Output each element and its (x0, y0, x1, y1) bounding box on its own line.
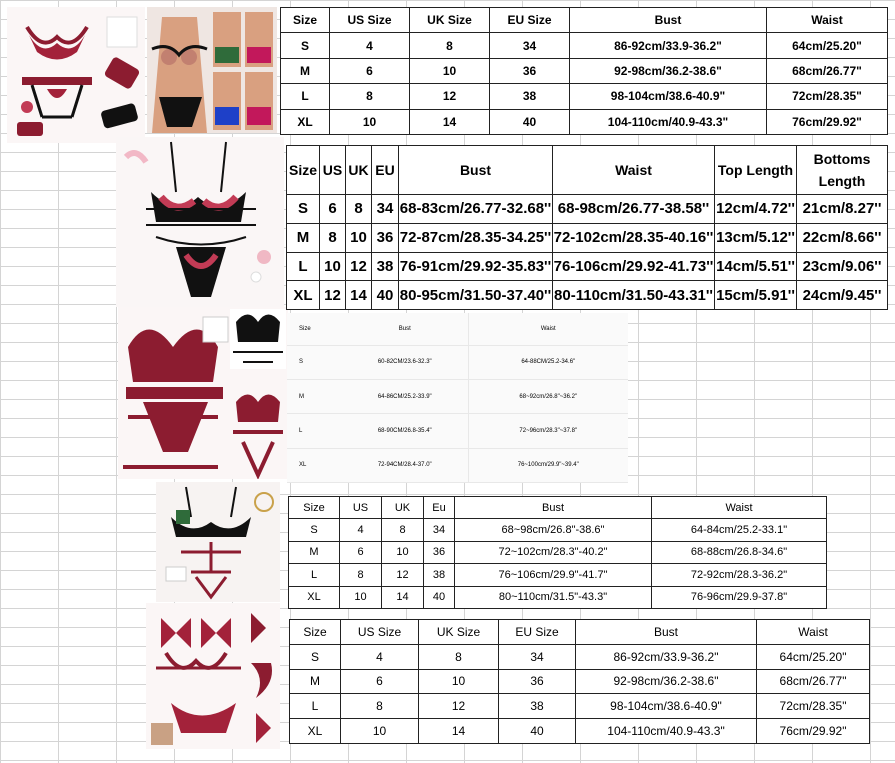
bottoms-length-cell: 24cm/9.45'' (797, 281, 888, 310)
uk-cell: 14 (382, 586, 424, 608)
header-cell: US Size (330, 8, 410, 33)
size-chart-4 (288, 496, 827, 609)
us-cell: 10 (320, 252, 346, 281)
uk-cell: 14 (346, 281, 372, 310)
table-row (290, 694, 870, 719)
bust-cell: 98-104cm/38.6-40.9" (570, 84, 767, 109)
table-row (290, 644, 870, 669)
waist-cell: 68-98cm/26.77-38.58'' (553, 195, 715, 224)
size-cell: L (289, 564, 340, 586)
size-cell: XL (289, 586, 340, 608)
waist-cell: 68cm/26.77" (767, 58, 888, 83)
header-cell: EU Size (490, 8, 570, 33)
size-cell: S (290, 644, 341, 669)
waist-cell: 72~96cm/28.3"~37.8" (468, 414, 628, 448)
table-row (287, 195, 888, 224)
bust-cell: 68-90CM/26.8-35.4" (377, 427, 432, 434)
size-cell: M (281, 58, 330, 83)
size-cell: L (281, 84, 330, 109)
size-cell: S (281, 33, 330, 58)
waist-cell: 72cm/28.35" (767, 84, 888, 109)
bust-cell: 72-94CM/28.4-37.0" (377, 462, 432, 469)
eu-cell: 34 (372, 195, 399, 224)
eu-cell: 34 (499, 644, 576, 669)
waist-cell: 64cm/25.20" (757, 644, 870, 669)
waist-cell: 76-106cm/29.92-41.73'' (553, 252, 715, 281)
us-cell: 8 (340, 564, 382, 586)
header-cell: Size (299, 325, 311, 332)
size-cell: XL (281, 109, 330, 134)
header-cell: Waist (767, 8, 888, 33)
uk-cell: 8 (410, 33, 490, 58)
us-cell: 8 (330, 84, 410, 109)
bust-cell: 92-98cm/36.2-38.6" (570, 58, 767, 83)
table-row (287, 379, 628, 413)
top-length-cell: 14cm/5.51'' (715, 252, 797, 281)
uk-cell: 14 (410, 109, 490, 134)
header-cell: Top Length (715, 146, 797, 195)
table-row (289, 519, 827, 541)
product-photo-black-cage-set (156, 482, 280, 602)
top-length-cell: 12cm/4.72'' (715, 195, 797, 224)
table-row (281, 58, 888, 83)
size-cell: XL (287, 281, 320, 310)
bust-cell: 104-110cm/40.9-43.3" (576, 719, 757, 744)
header-cell: Waist (468, 313, 628, 345)
table-row (287, 281, 888, 310)
table-row (287, 252, 888, 281)
bust-cell: 76~106cm/29.9"-41.7" (455, 564, 652, 586)
header-cell: Size (290, 620, 341, 645)
header-cell: US (340, 497, 382, 519)
top-length-cell: 15cm/5.91'' (715, 281, 797, 310)
table-row (287, 223, 888, 252)
table-row (289, 564, 827, 586)
header-cell: EU (372, 146, 399, 195)
uk-cell: 8 (346, 195, 372, 224)
us-cell: 12 (320, 281, 346, 310)
uk-cell: 14 (419, 719, 499, 744)
us-cell: 10 (330, 109, 410, 134)
header-cell: Eu (424, 497, 455, 519)
bust-cell: 72~102cm/28.3"-40.2" (455, 541, 652, 563)
size-cell: XL (290, 719, 341, 744)
us-cell: 10 (340, 586, 382, 608)
size-chart-5 (289, 619, 870, 744)
us-cell: 4 (341, 644, 419, 669)
us-cell: 6 (330, 58, 410, 83)
bottoms-length-cell: 21cm/8.27'' (797, 195, 888, 224)
header-cell: UK Size (419, 620, 499, 645)
product-photo-burgundy-garter-set (7, 7, 145, 143)
size-cell: S (287, 195, 320, 224)
header-cell: Waist (652, 497, 827, 519)
eu-cell: 40 (424, 586, 455, 608)
table-row (290, 669, 870, 694)
waist-cell: 72-92cm/28.3-36.2" (652, 564, 827, 586)
header-cell: Size (287, 146, 320, 195)
waist-cell: 68cm/26.77" (757, 669, 870, 694)
size-chart-3 (287, 313, 628, 483)
table-header-row (281, 8, 888, 33)
table-row (287, 345, 628, 379)
waist-cell: 76cm/29.92" (757, 719, 870, 744)
eu-cell: 38 (372, 252, 399, 281)
size-cell: L (290, 694, 341, 719)
uk-cell: 10 (410, 58, 490, 83)
lingerie-flatlay-icon (116, 137, 284, 307)
uk-cell: 12 (382, 564, 424, 586)
header-cell: Waist (757, 620, 870, 645)
table-row (287, 448, 628, 482)
uk-cell: 8 (419, 644, 499, 669)
waist-cell: 80-110cm/31.50-43.31'' (553, 281, 715, 310)
size-cell: XL (299, 462, 307, 469)
header-cell: Bust (455, 497, 652, 519)
lingerie-flatlay-icon (156, 482, 280, 602)
lingerie-model-icon (147, 7, 277, 133)
table-row (281, 33, 888, 58)
header-cell: US (320, 146, 346, 195)
size-cell: M (299, 393, 304, 400)
table-row (289, 541, 827, 563)
bust-cell: 80-95cm/31.50-37.40'' (399, 281, 553, 310)
us-cell: 4 (340, 519, 382, 541)
header-cell: Waist (553, 146, 715, 195)
table-header-row (287, 313, 628, 345)
product-photo-red-bow-set (146, 603, 280, 749)
header-cell: EU Size (499, 620, 576, 645)
eu-cell: 40 (499, 719, 576, 744)
header-cell: UK (382, 497, 424, 519)
eu-cell: 36 (490, 58, 570, 83)
table-row (281, 84, 888, 109)
header-cell: Bust (576, 620, 757, 645)
product-photo-model-open-cup-set (147, 7, 277, 133)
uk-cell: 12 (346, 252, 372, 281)
us-cell: 4 (330, 33, 410, 58)
header-cell: Bust (570, 8, 767, 33)
size-cell: M (290, 669, 341, 694)
bust-cell: 68-83cm/26.77-32.68'' (399, 195, 553, 224)
waist-cell: 76cm/29.92" (767, 109, 888, 134)
bust-cell: 86-92cm/33.9-36.2" (576, 644, 757, 669)
header-cell: Size (289, 497, 340, 519)
header-cell: UK (346, 146, 372, 195)
table-row (290, 719, 870, 744)
uk-cell: 8 (382, 519, 424, 541)
bust-cell: 76-91cm/29.92-35.83'' (399, 252, 553, 281)
uk-cell: 10 (419, 669, 499, 694)
size-cell: M (289, 541, 340, 563)
bust-cell: 60-82CM/23.6-32.3" (377, 359, 432, 366)
us-cell: 6 (341, 669, 419, 694)
top-length-cell: 13cm/5.12'' (715, 223, 797, 252)
us-cell: 10 (341, 719, 419, 744)
size-cell: L (287, 252, 320, 281)
waist-cell: 76~100cm/29.9"~39.4" (468, 448, 628, 482)
product-photo-red-lace-set (118, 307, 288, 479)
waist-cell: 72cm/28.35" (757, 694, 870, 719)
eu-cell: 38 (499, 694, 576, 719)
header-cell: Bottoms Length (797, 146, 888, 195)
eu-cell: 38 (424, 564, 455, 586)
table-header-row (290, 620, 870, 645)
header-cell: US Size (341, 620, 419, 645)
eu-cell: 34 (424, 519, 455, 541)
header-cell: Size (281, 8, 330, 33)
uk-cell: 10 (346, 223, 372, 252)
waist-cell: 72-102cm/28.35-40.16'' (553, 223, 715, 252)
size-chart-2 (286, 145, 888, 310)
waist-cell: 68-88cm/26.8-34.6" (652, 541, 827, 563)
us-cell: 6 (340, 541, 382, 563)
bust-cell: 64-86CM/25.2-33.9" (377, 393, 432, 400)
eu-cell: 34 (490, 33, 570, 58)
eu-cell: 40 (490, 109, 570, 134)
bust-cell: 98-104cm/38.6-40.9" (576, 694, 757, 719)
bust-cell: 80~110cm/31.5"-43.3" (455, 586, 652, 608)
size-cell: S (289, 519, 340, 541)
product-photo-embroidered-strappy-set (116, 137, 284, 307)
eu-cell: 40 (372, 281, 399, 310)
lingerie-flatlay-icon (7, 7, 145, 143)
uk-cell: 12 (419, 694, 499, 719)
uk-cell: 10 (382, 541, 424, 563)
waist-cell: 68~92cm/26.8"~36.2" (468, 379, 628, 413)
table-row (287, 414, 628, 448)
eu-cell: 36 (424, 541, 455, 563)
table-header-row (289, 497, 827, 519)
lingerie-flatlay-icon (118, 307, 288, 479)
size-cell: S (299, 359, 304, 366)
us-cell: 8 (341, 694, 419, 719)
bottoms-length-cell: 22cm/8.66'' (797, 223, 888, 252)
lingerie-flatlay-icon (146, 603, 280, 749)
waist-cell: 64-88CM/25.2-34.6" (468, 345, 628, 379)
header-cell: UK Size (410, 8, 490, 33)
bust-cell: 72-87cm/28.35-34.25'' (399, 223, 553, 252)
header-cell: Bust (398, 325, 411, 332)
size-cell: L (299, 427, 303, 434)
size-chart-1 (280, 7, 888, 135)
eu-cell: 36 (499, 669, 576, 694)
us-cell: 6 (320, 195, 346, 224)
size-cell: M (287, 223, 320, 252)
eu-cell: 36 (372, 223, 399, 252)
bust-cell: 86-92cm/33.9-36.2" (570, 33, 767, 58)
waist-cell: 64-84cm/25.2-33.1" (652, 519, 827, 541)
eu-cell: 38 (490, 84, 570, 109)
waist-cell: 64cm/25.20" (767, 33, 888, 58)
bust-cell: 68~98cm/26.8"-38.6" (455, 519, 652, 541)
us-cell: 8 (320, 223, 346, 252)
table-header-row (287, 146, 888, 195)
waist-cell: 76-96cm/29.9-37.8" (652, 586, 827, 608)
table-row (289, 586, 827, 608)
uk-cell: 12 (410, 84, 490, 109)
table-row (281, 109, 888, 134)
bust-cell: 92-98cm/36.2-38.6" (576, 669, 757, 694)
bottoms-length-cell: 23cm/9.06'' (797, 252, 888, 281)
header-cell: Bust (399, 146, 553, 195)
bust-cell: 104-110cm/40.9-43.3" (570, 109, 767, 134)
